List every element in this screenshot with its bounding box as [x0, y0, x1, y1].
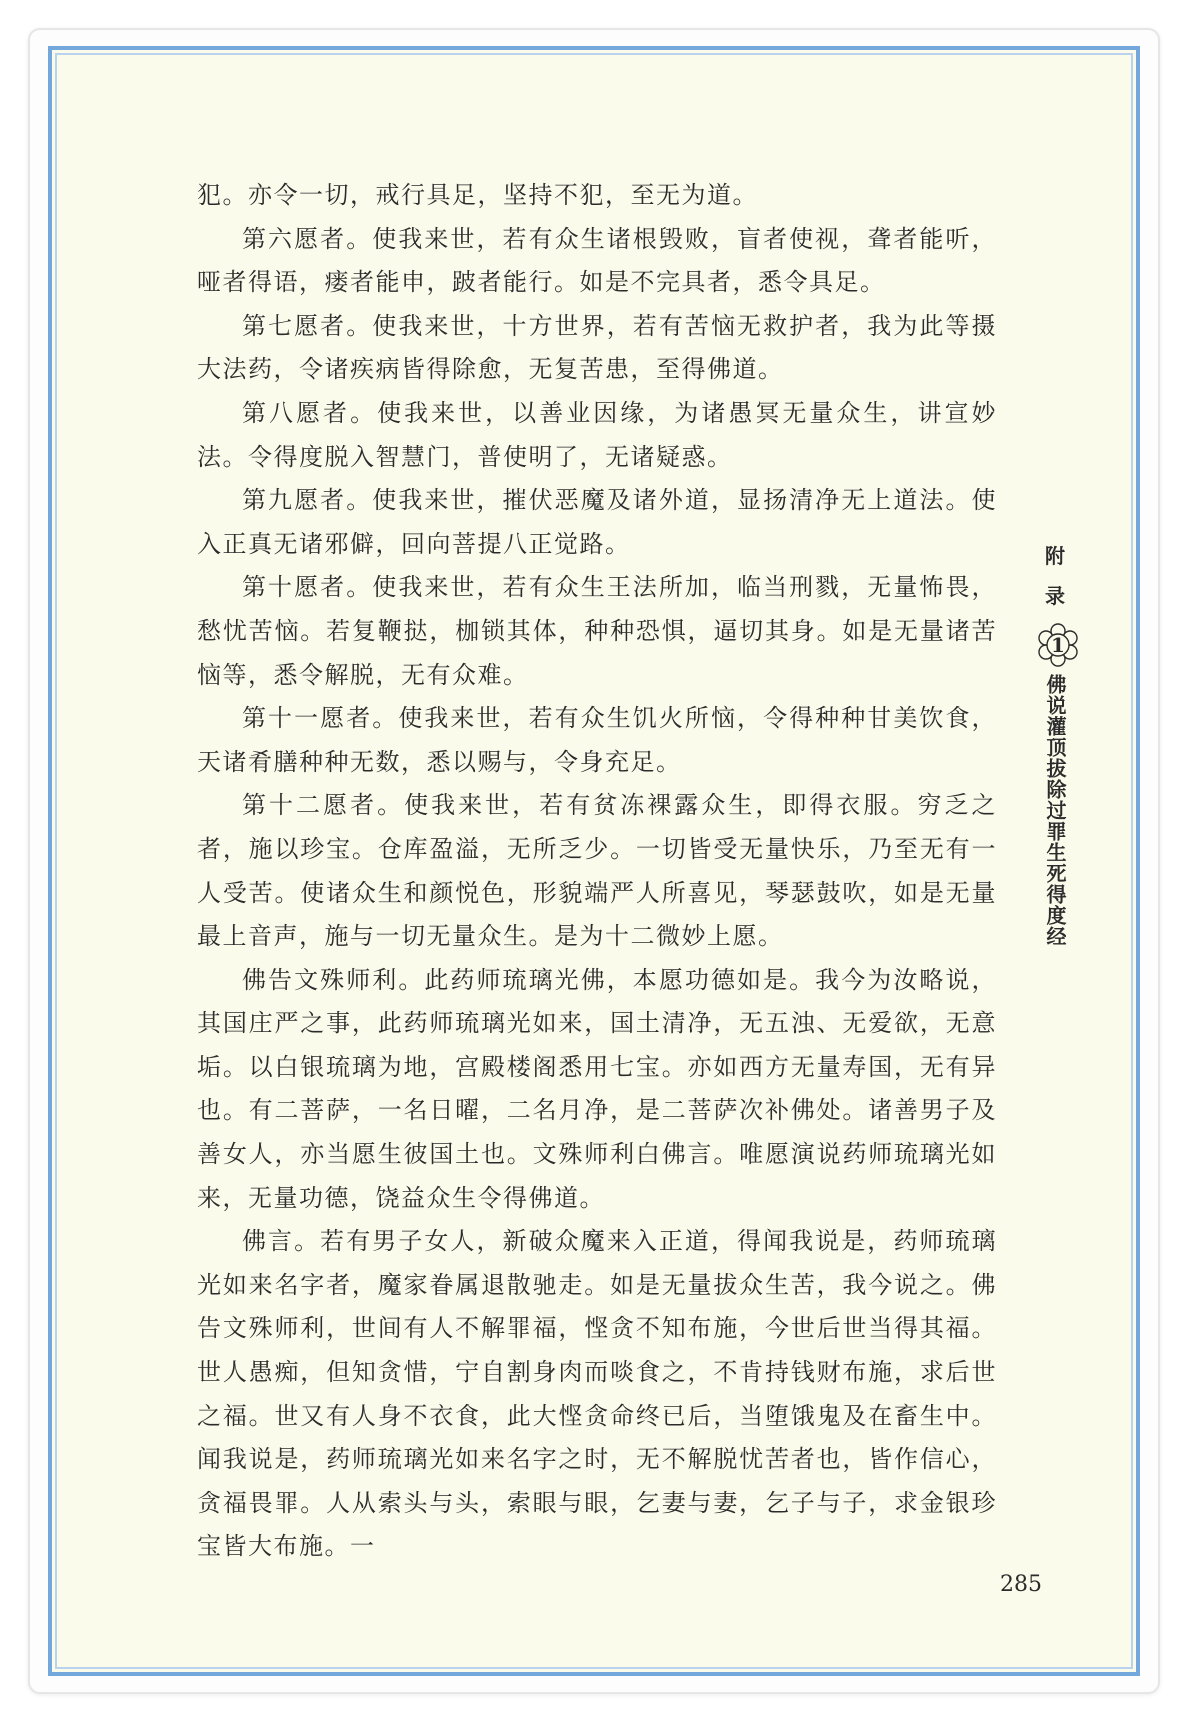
paragraph-6: 第十愿者。使我来世，若有众生王法所加，临当刑戮，无量怖畏，愁忧苦恼。若复鞭挞，枷锁其体，种种恐惧，逼切其身。如是无量诸苦恼等，悉令解脱，无有众难。	[197, 573, 997, 689]
emblem-number: 1	[1051, 633, 1065, 657]
paragraph-7: 第十一愿者。使我来世，若有众生饥火所恼，令得种种甘美饮食，天诸肴膳种种无数，悉以赐与，令身充足。	[197, 704, 997, 776]
body-text	[197, 174, 997, 1569]
paragraph-8: 第十二愿者。使我来世，若有贫冻裸露众生，即得衣服。穷乏之者，施以珍宝。仓库盈溢，无所乏少。一切皆受无量快乐，乃至无有一人受苦。使诸众生和颜悦色，形貌端严人所喜见，琴瑟鼓吹，如是无量最上音声，施与一切无量众生。是为十二微妙上愿。	[197, 791, 997, 951]
paragraph-10: 佛言。若有男子女人，新破众魔来入正道，得闻我说是，药师琉璃光如来名字者，魔家眷属退散驰走。如是无量拔众生苦，我今说之。佛告文殊师利，世间有人不解罪福，悭贪不知布施，今世后世当得其福。世人愚痴，但知贪惜，宁自割身肉而啖食之，不肯持钱财布施，求后世之福。世又有人身不衣食，此大悭贪命终已后，当堕饿鬼及在畜生中。闻我说是，药师琉璃光如来名字之时，无不解脱忧苦者也，皆作信心，贪福畏罪。人从索头与头，索眼与眼，乞妻与妻，乞子与子，求金银珍宝皆大布施。一	[197, 1227, 997, 1561]
side-section-title	[1035, 536, 1075, 947]
appendix-label-top: 附	[1045, 544, 1065, 568]
paragraph-1: 犯。亦令一切，戒行具足，坚持不犯，至无为道。	[197, 181, 758, 209]
flower-emblem-icon	[1035, 622, 1081, 668]
appendix-label-bottom: 录	[1045, 584, 1065, 608]
paragraph-9: 佛告文殊师利。此药师琉璃光佛，本愿功德如是。我今为汝略说，其国庄严之事，此药师琉璃光如来，国土清净，无五浊、无爱欲，无意垢。以白银琉璃为地，宫殿楼阁悉用七宝。亦如西方无量寿国，无有异也。有二菩萨，一名日曜，二名月净，是二菩萨次补佛处。诸善男子及善女人，亦当愿生彼国土也。文殊师利白佛言。唯愿演说药师琉璃光如来，无量功德，饶益众生令得佛道。	[197, 965, 997, 1212]
paragraph-2: 第六愿者。使我来世，若有众生诸根毁败，盲者使视，聋者能听，哑者得语，瘘者能申，跛者能行。如是不完具者，悉令具足。	[197, 224, 997, 297]
page-number: 285	[1000, 1572, 1042, 1597]
paragraph-4: 第八愿者。使我来世，以善业因缘，为诸愚冥无量众生，讲宣妙法。令得度脱入智慧门，普使明了，无诸疑惑。	[197, 398, 997, 471]
paragraph-5: 第九愿者。使我来世，摧伏恶魔及诸外道，显扬清净无上道法。使入正真无诸邪僻，回向菩提八正觉路。	[197, 486, 997, 558]
paragraph-3: 第七愿者。使我来世，十方世界，若有苦恼无救护者，我为此等摄大法药，令诸疾病皆得除愈，无复苦患，至得佛道。	[197, 311, 997, 384]
vertical-sutra-title: 佛说灌顶拔除过罪生死得度经	[1043, 674, 1067, 947]
